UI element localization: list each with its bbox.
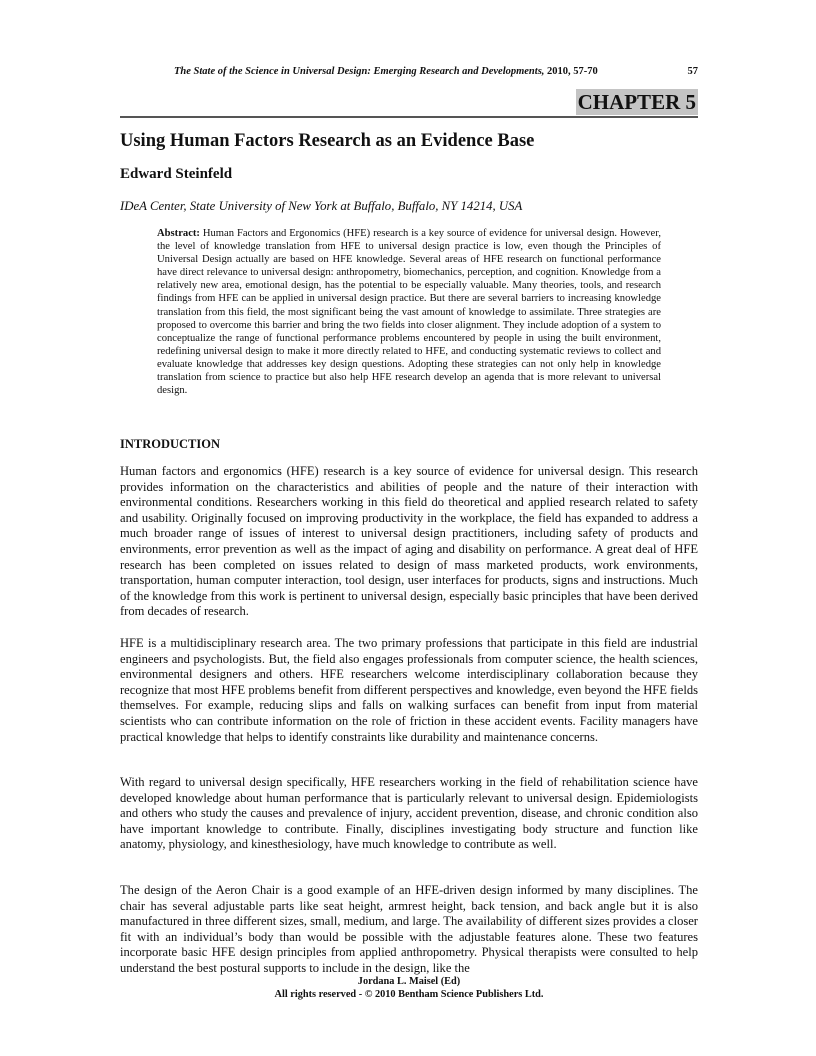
header-rule bbox=[120, 116, 698, 118]
abstract-text: Human Factors and Ergonomics (HFE) research is a key source of evidence for universal design. However, the level of knowledge translation from HFE to universal design practice is low, even though the Principles of Universal Design actually are based on HFE knowledge. Several areas of HFE research on functional performance have direct relevance to universal design: anthropometry, biomechanics, perception, and cognition. Knowledge from a relatively new area, emotional design, has the potential to be especially valuable. Many theories, tools, and research findings from HFE can be applied in universal design practice. But there are several barriers to increasing knowledge translation from this field, the most significant being the vast amount of knowledge to assimilate. Three strategies are proposed to overcome this barrier and bring the two fields into closer alignment. They include adoption of a system to conceptualize the range of functional performance problems encountered by people in using the built environment, redefining universal design to make it more directly related to HFE, and conducting systematic reviews to collect and evaluate knowledge that addresses key design questions. Adopting these strategies can not only help in knowledge translation from science to practice but also help HFE research develop an agenda that is more relevant to universal design. bbox=[157, 228, 661, 397]
body-paragraph: With regard to universal design specifically, HFE researchers working in the field of rehabilitation science have developed knowledge about human performance that is particularly relevant to universal design. Epidemiologists and others who study the causes and prevalence of injury, accident prevention, disease, and chronic condition also have important knowledge to contribute. Finally, disciplines investigating body structure and function like anatomy, physiology, and kinesthesiology, have much knowledge to contribute as well. bbox=[120, 775, 698, 852]
footer-editor: Jordana L. Maisel (Ed) bbox=[357, 976, 461, 987]
abstract bbox=[157, 227, 661, 397]
journal-citation bbox=[174, 66, 598, 77]
body-paragraph: HFE is a multidisciplinary research area. The two primary professions that participate in this field are industrial engineers and psychologists. But, the field also engages professionals from computer science, the health sciences, environmental designers and others. HFE researchers welcome interdisciplinary collaboration because they recognize that most HFE problems benefit from different perspectives and knowledge, even beyond the HFE fields themselves. For example, reducing slips and falls on walking surfaces can benefit from input from material scientists who can contribute information on the role of friction in these accident events. Facility managers have practical knowledge that helps to identify constraints like durability and maintenance concerns. bbox=[120, 636, 698, 744]
article-title: Using Human Factors Research as an Evidence Base bbox=[120, 131, 535, 151]
footer-copyright: All rights reserved - © 2010 Bentham Science Publishers Ltd. bbox=[274, 989, 544, 1000]
journal-pages: 2010, 57-70 bbox=[547, 66, 598, 77]
page-number: 57 bbox=[687, 66, 698, 77]
chapter-label: CHAPTER 5 bbox=[577, 90, 696, 114]
page-footer bbox=[120, 975, 698, 1001]
author-affiliation: IDeA Center, State University of New York at Buffalo, Buffalo, NY 14214, USA bbox=[120, 199, 523, 213]
abstract-label: Abstract: bbox=[157, 228, 200, 239]
body-paragraph: The design of the Aeron Chair is a good example of an HFE-driven design informed by many disciplines. The chair has several adjustable parts like seat height, armrest height, back tension, and back angle but it is also manufactured in three different sizes, small, medium, and large. The availability of different sizes provides a closer fit with an individual’s body than would be possible with the adjustable features alone. These two features incorporate basic HFE design principles from applied anthropometry. Physical therapists were consulted to help understand the best postural supports to include in the design, like the bbox=[120, 883, 698, 975]
body-paragraph: Human factors and ergonomics (HFE) research is a key source of evidence for universal design. This research provides information on the characteristics and abilities of people and the nature of their interaction with environmental conditions. Researchers working in this field do theoretical and applied research related to safety and usability. Originally focused on improving productivity in the workplace, the field has expanded to address a much broader range of issues of interest to universal design practitioners, including safety of products and environments, error prevention as well as the impact of aging and disability on performance. A great deal of HFE research has been completed on issues related to design of mass marketed products, work environments, transportation, human computer interaction, tool design, user interfaces for products, signs and instructions. Much of the knowledge from this work is pertinent to universal design, especially basic principles that have been derived from decades of research. bbox=[120, 464, 698, 619]
section-heading: INTRODUCTION bbox=[120, 437, 221, 451]
author-name: Edward Steinfeld bbox=[120, 166, 233, 182]
journal-title: The State of the Science in Universal Design: Emerging Research and Developments, bbox=[174, 66, 545, 77]
